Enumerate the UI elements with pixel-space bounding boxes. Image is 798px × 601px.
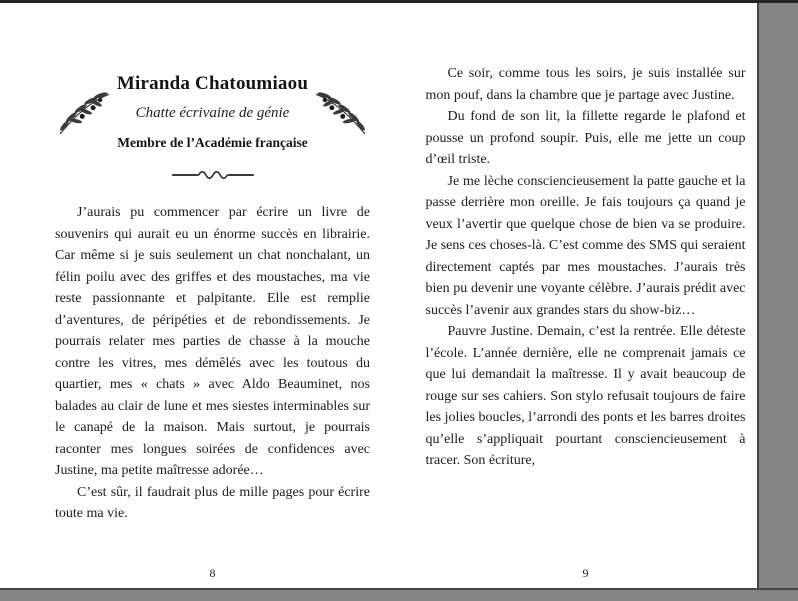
paragraph: Je me lèche consciencieusement la patte gauche et la passe derrière mon oreille. Je fais toujours ça quand je veux l’avertir que quelque chose de bien va se produire. Je sens ces choses-là. C’est comme des SMS qui seraient directement captés par mes moustaches. J’aurais très bien pu devenir une voyante célèbre. J’aurais prédit avec succès l’avenir aux grandes stars du show-biz… <box>425 173 746 318</box>
page-number-left: 8 <box>209 566 216 580</box>
author-subtitle: Chatte écrivaine de génie <box>135 105 290 121</box>
right-page-text <box>426 63 746 472</box>
author-affiliation: Membre de l’Académie française <box>117 135 308 150</box>
chapter-heading <box>55 73 370 151</box>
page-number-right: 9 <box>582 566 589 580</box>
viewer-right-margin <box>757 0 798 601</box>
viewer-bottom-margin <box>0 588 798 601</box>
paragraph: Du fond de son lit, la fillette regarde le plafond et pousse un profond soupir. Puis, elle me jette un coup d’œil triste. <box>425 109 746 167</box>
paragraph: C’est sûr, il faudrait plus de mille pages pour écrire toute ma vie. <box>55 484 370 521</box>
book-spread <box>0 3 757 588</box>
page-left <box>0 3 379 588</box>
paragraph: J’aurais pu commencer par écrire un livre de souvenirs qui aurait eu un énorme succès en librairie. Car même si je suis seulement un chat nonchalant, un félin poilu avec des griffes et des moustaches, ma vie reste passionnante et palpitante. Elle est remplie d’aventures, de péripéties et de rebondissements. Je pourrais relater mes parties de chasse à la mouche contre les vitres, mes démêlés avec les toutous du quartier, mes « chats » avec Aldo Beauminet, nos balades au clair de lune et mes siestes interminables sur le canapé de la maison. Mais surtout, je pourrais raconter mes longues soirées de confidences avec Justine, ma petite maîtresse adorée… <box>55 205 370 478</box>
page-right-content <box>426 3 746 588</box>
author-name: Miranda Chatoumiaou <box>116 73 309 94</box>
paragraph: Pauvre Justine. Demain, c’est la rentrée. Elle déteste l’école. L’année dernière, elle ne comprenait jamais ce que lui demandait la maîtresse. Il y avait beaucoup de rouge sur ses cahiers. Son stylo refusait toujours de faire les jolies boucles, l’arrondi des ponts et les barres droites qu’elle s’appliquait pourtant consciencieusement à tracer. Son écriture, <box>425 324 746 468</box>
olive-branch-right-icon <box>314 89 370 139</box>
author-titles <box>111 73 314 151</box>
section-divider-ornament-icon <box>55 168 370 187</box>
olive-branch-left-icon <box>55 89 111 139</box>
paragraph: Ce soir, comme tous les soirs, je suis installée sur mon pouf, dans la chambre que je partage avec Justine. <box>425 66 746 103</box>
viewer-top-edge <box>0 0 798 3</box>
page-right <box>379 3 758 588</box>
page-left-content <box>55 3 370 588</box>
left-page-text <box>55 202 370 525</box>
